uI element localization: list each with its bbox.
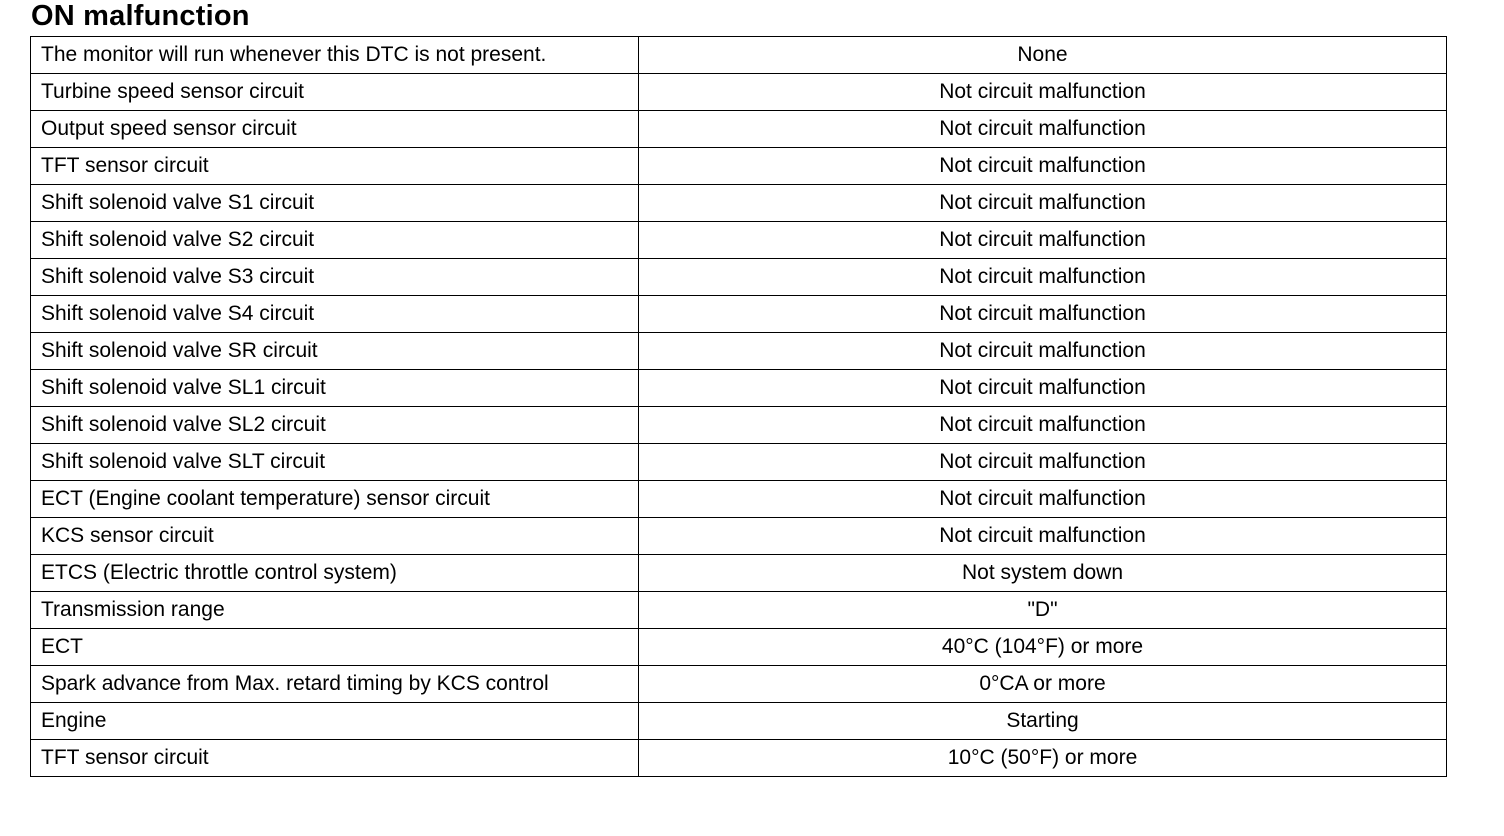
condition-value: Not circuit malfunction: [639, 296, 1447, 333]
condition-value: None: [639, 37, 1447, 74]
condition-value: Not circuit malfunction: [639, 111, 1447, 148]
table-row: [31, 185, 1447, 222]
page-title: ON malfunction: [31, 0, 250, 32]
condition-label: Engine: [31, 703, 639, 740]
condition-label: TFT sensor circuit: [31, 740, 639, 777]
condition-label: ECT: [31, 629, 639, 666]
condition-value: Not circuit malfunction: [639, 518, 1447, 555]
condition-label: Shift solenoid valve S2 circuit: [31, 222, 639, 259]
condition-value: Not circuit malfunction: [639, 481, 1447, 518]
conditions-table-body: [31, 37, 1447, 777]
table-row: [31, 74, 1447, 111]
condition-label: The monitor will run whenever this DTC is not present.: [31, 37, 639, 74]
table-row: [31, 518, 1447, 555]
table-row: [31, 37, 1447, 74]
table-row: [31, 703, 1447, 740]
condition-label: KCS sensor circuit: [31, 518, 639, 555]
condition-label: Shift solenoid valve S3 circuit: [31, 259, 639, 296]
table-row: [31, 555, 1447, 592]
table-row: [31, 629, 1447, 666]
condition-value: Not circuit malfunction: [639, 74, 1447, 111]
table-row: [31, 111, 1447, 148]
condition-label: Shift solenoid valve S1 circuit: [31, 185, 639, 222]
table-row: [31, 333, 1447, 370]
table-row: [31, 148, 1447, 185]
condition-value: Not system down: [639, 555, 1447, 592]
table-row: [31, 259, 1447, 296]
condition-label: Turbine speed sensor circuit: [31, 74, 639, 111]
condition-label: Shift solenoid valve SL1 circuit: [31, 370, 639, 407]
table-row: [31, 222, 1447, 259]
condition-value: Starting: [639, 703, 1447, 740]
condition-label: Spark advance from Max. retard timing by KCS control: [31, 666, 639, 703]
condition-value: Not circuit malfunction: [639, 333, 1447, 370]
condition-label: ECT (Engine coolant temperature) sensor circuit: [31, 481, 639, 518]
conditions-table: [30, 36, 1447, 777]
condition-label: Output speed sensor circuit: [31, 111, 639, 148]
table-row: [31, 370, 1447, 407]
table-row: [31, 296, 1447, 333]
condition-value: Not circuit malfunction: [639, 259, 1447, 296]
table-row: [31, 444, 1447, 481]
condition-label: Transmission range: [31, 592, 639, 629]
condition-label: Shift solenoid valve SLT circuit: [31, 444, 639, 481]
table-row: [31, 740, 1447, 777]
condition-value: Not circuit malfunction: [639, 222, 1447, 259]
condition-label: Shift solenoid valve S4 circuit: [31, 296, 639, 333]
condition-label: TFT sensor circuit: [31, 148, 639, 185]
table-row: [31, 592, 1447, 629]
condition-value: Not circuit malfunction: [639, 370, 1447, 407]
condition-value: 10°C (50°F) or more: [639, 740, 1447, 777]
condition-label: Shift solenoid valve SL2 circuit: [31, 407, 639, 444]
condition-value: Not circuit malfunction: [639, 185, 1447, 222]
condition-value: 40°C (104°F) or more: [639, 629, 1447, 666]
condition-value: "D": [639, 592, 1447, 629]
condition-value: Not circuit malfunction: [639, 148, 1447, 185]
condition-value: 0°CA or more: [639, 666, 1447, 703]
table-row: [31, 666, 1447, 703]
table-row: [31, 481, 1447, 518]
condition-value: Not circuit malfunction: [639, 444, 1447, 481]
table-row: [31, 407, 1447, 444]
condition-value: Not circuit malfunction: [639, 407, 1447, 444]
condition-label: ETCS (Electric throttle control system): [31, 555, 639, 592]
condition-label: Shift solenoid valve SR circuit: [31, 333, 639, 370]
